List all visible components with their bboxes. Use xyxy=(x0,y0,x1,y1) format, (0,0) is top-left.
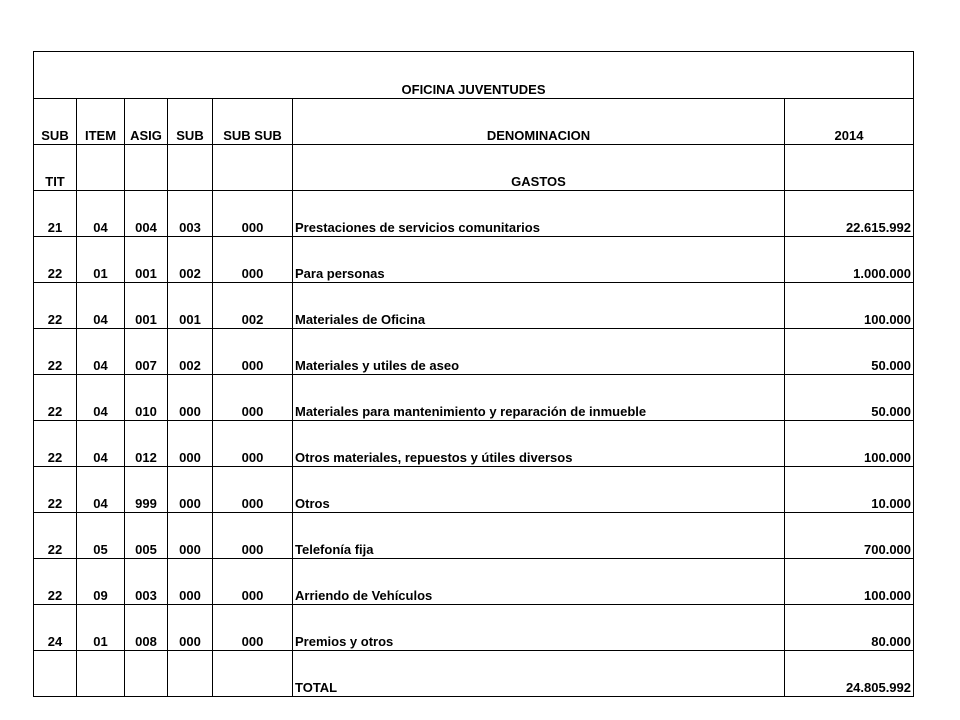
cell-sub-sub: 000 xyxy=(213,605,293,651)
total-amount: 24.805.992 xyxy=(785,651,914,697)
cell-amount: 700.000 xyxy=(785,513,914,559)
cell-sub: 22 xyxy=(34,467,77,513)
empty-cell xyxy=(785,145,914,191)
section-row xyxy=(34,145,914,191)
cell-sub-asig: 001 xyxy=(168,283,213,329)
cell-sub: 22 xyxy=(34,329,77,375)
cell-sub-asig: 000 xyxy=(168,375,213,421)
cell-item: 04 xyxy=(77,375,125,421)
title-row xyxy=(34,52,914,99)
cell-sub-asig: 000 xyxy=(168,421,213,467)
office-title: OFICINA JUVENTUDES xyxy=(34,52,914,99)
budget-table xyxy=(33,51,914,697)
table-row xyxy=(34,559,914,605)
empty-cell xyxy=(77,145,125,191)
cell-item: 04 xyxy=(77,467,125,513)
cell-amount: 10.000 xyxy=(785,467,914,513)
cell-sub: 22 xyxy=(34,513,77,559)
cell-amount: 100.000 xyxy=(785,559,914,605)
cell-amount: 100.000 xyxy=(785,283,914,329)
cell-sub-asig: 000 xyxy=(168,513,213,559)
cell-sub-sub: 000 xyxy=(213,467,293,513)
header-denominacion: DENOMINACION xyxy=(293,99,785,145)
cell-sub-sub: 000 xyxy=(213,559,293,605)
cell-amount: 22.615.992 xyxy=(785,191,914,237)
cell-amount: 1.000.000 xyxy=(785,237,914,283)
cell-denominacion: Telefonía fija xyxy=(293,513,785,559)
cell-asig: 012 xyxy=(125,421,168,467)
cell-item: 01 xyxy=(77,237,125,283)
cell-asig: 004 xyxy=(125,191,168,237)
total-row xyxy=(34,651,914,697)
table-row xyxy=(34,237,914,283)
empty-cell xyxy=(213,145,293,191)
total-label: TOTAL xyxy=(293,651,785,697)
header-asig: ASIG xyxy=(125,99,168,145)
cell-denominacion: Para personas xyxy=(293,237,785,283)
cell-sub: 22 xyxy=(34,283,77,329)
table-row xyxy=(34,421,914,467)
cell-sub-sub: 000 xyxy=(213,191,293,237)
table-row xyxy=(34,375,914,421)
cell-sub: 24 xyxy=(34,605,77,651)
cell-sub-asig: 003 xyxy=(168,191,213,237)
cell-item: 09 xyxy=(77,559,125,605)
cell-asig: 001 xyxy=(125,283,168,329)
cell-asig: 999 xyxy=(125,467,168,513)
cell-sub: 22 xyxy=(34,559,77,605)
empty-cell xyxy=(34,651,77,697)
cell-item: 05 xyxy=(77,513,125,559)
cell-sub-asig: 002 xyxy=(168,237,213,283)
section-tit: TIT xyxy=(34,145,77,191)
table-row xyxy=(34,467,914,513)
cell-asig: 001 xyxy=(125,237,168,283)
cell-item: 04 xyxy=(77,329,125,375)
table-row xyxy=(34,513,914,559)
cell-denominacion: Materiales para mantenimiento y reparación de inmueble xyxy=(293,375,785,421)
empty-cell xyxy=(168,145,213,191)
empty-cell xyxy=(125,145,168,191)
header-row xyxy=(34,99,914,145)
cell-sub-sub: 000 xyxy=(213,421,293,467)
header-sub-sub: SUB SUB xyxy=(213,99,293,145)
cell-denominacion: Otros materiales, repuestos y útiles diversos xyxy=(293,421,785,467)
cell-sub: 22 xyxy=(34,375,77,421)
table-row xyxy=(34,283,914,329)
cell-denominacion: Prestaciones de servicios comunitarios xyxy=(293,191,785,237)
cell-asig: 007 xyxy=(125,329,168,375)
cell-denominacion: Materiales y utiles de aseo xyxy=(293,329,785,375)
cell-item: 04 xyxy=(77,283,125,329)
section-label: GASTOS xyxy=(293,145,785,191)
header-sub: SUB xyxy=(34,99,77,145)
table-row xyxy=(34,605,914,651)
cell-amount: 100.000 xyxy=(785,421,914,467)
cell-sub-sub: 000 xyxy=(213,513,293,559)
cell-amount: 80.000 xyxy=(785,605,914,651)
header-item: ITEM xyxy=(77,99,125,145)
cell-asig: 003 xyxy=(125,559,168,605)
cell-sub: 22 xyxy=(34,237,77,283)
cell-denominacion: Otros xyxy=(293,467,785,513)
cell-sub-sub: 000 xyxy=(213,237,293,283)
cell-sub-asig: 000 xyxy=(168,605,213,651)
cell-item: 01 xyxy=(77,605,125,651)
cell-amount: 50.000 xyxy=(785,375,914,421)
cell-sub-asig: 002 xyxy=(168,329,213,375)
cell-sub: 22 xyxy=(34,421,77,467)
cell-item: 04 xyxy=(77,421,125,467)
table-row xyxy=(34,191,914,237)
cell-denominacion: Premios y otros xyxy=(293,605,785,651)
header-sub-asig: SUB xyxy=(168,99,213,145)
header-year: 2014 xyxy=(785,99,914,145)
cell-sub-sub: 000 xyxy=(213,329,293,375)
empty-cell xyxy=(125,651,168,697)
empty-cell xyxy=(213,651,293,697)
cell-asig: 010 xyxy=(125,375,168,421)
cell-item: 04 xyxy=(77,191,125,237)
cell-sub-sub: 000 xyxy=(213,375,293,421)
cell-sub-asig: 000 xyxy=(168,467,213,513)
cell-asig: 005 xyxy=(125,513,168,559)
cell-asig: 008 xyxy=(125,605,168,651)
cell-amount: 50.000 xyxy=(785,329,914,375)
cell-denominacion: Arriendo de Vehículos xyxy=(293,559,785,605)
cell-sub: 21 xyxy=(34,191,77,237)
cell-denominacion: Materiales de Oficina xyxy=(293,283,785,329)
cell-sub-sub: 002 xyxy=(213,283,293,329)
cell-sub-asig: 000 xyxy=(168,559,213,605)
table-row xyxy=(34,329,914,375)
empty-cell xyxy=(168,651,213,697)
empty-cell xyxy=(77,651,125,697)
